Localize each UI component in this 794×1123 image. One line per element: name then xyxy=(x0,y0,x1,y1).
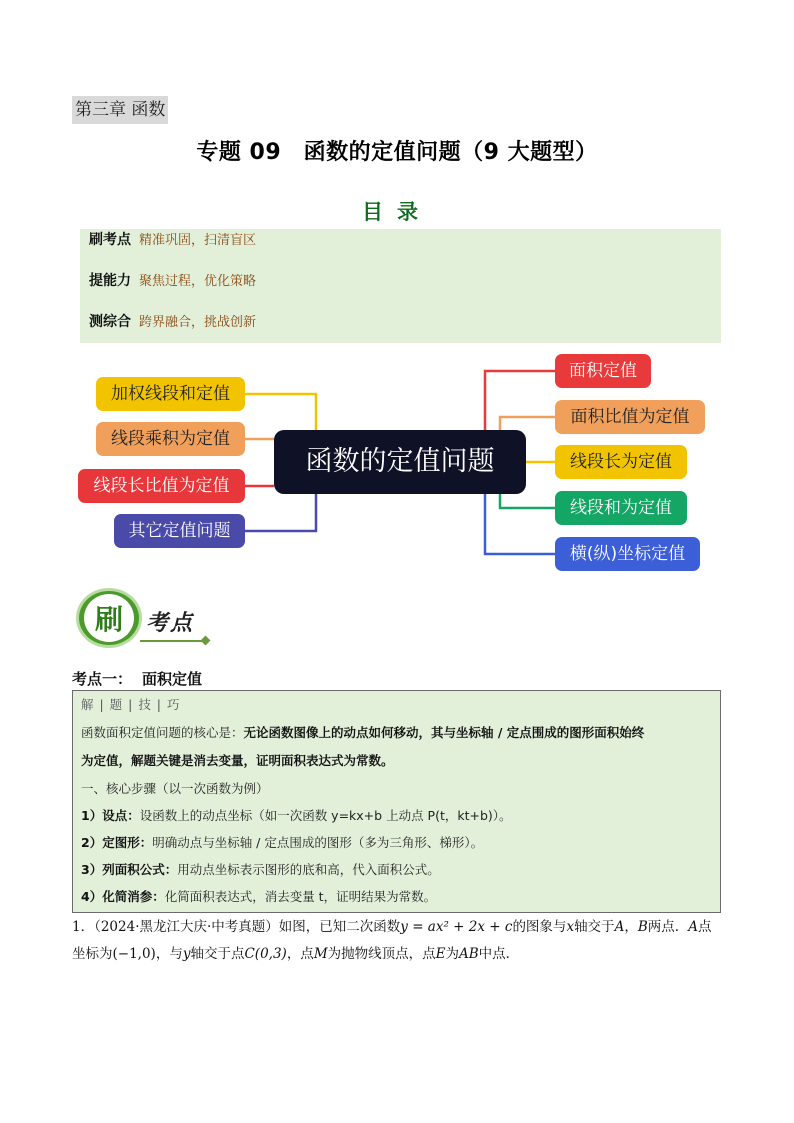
tips-step-text: 化简面积表达式，消去变量 t，证明结果为常数。 xyxy=(164,889,437,904)
tips-intro-c: 为定值，解题关键是消去变量，证明面积表达式为常数。 xyxy=(81,753,394,768)
kaodian-heading xyxy=(72,668,202,689)
connector-right-2 xyxy=(500,417,555,430)
tips-step xyxy=(81,861,440,879)
toc-item-desc: 精准巩固，扫清盲区 xyxy=(139,233,257,248)
mindmap-node-right: 线段和为定值 xyxy=(555,491,687,525)
connector-left-4 xyxy=(245,494,316,531)
toc-item-desc: 跨界融合，挑战创新 xyxy=(139,315,257,330)
problem-point-e: E xyxy=(435,946,446,962)
toc-item-label: 刷考点 xyxy=(89,232,131,248)
tips-step-title: 4）化简消参： xyxy=(81,889,165,904)
page-title: 专题 09 函数的定值问题（9 大题型） xyxy=(196,140,598,165)
problem-point-a2: A xyxy=(688,919,698,935)
badge-underline xyxy=(140,640,206,642)
mindmap-node-left: 加权线段和定值 xyxy=(96,377,245,411)
problem-text-2d: ，点 xyxy=(286,946,314,962)
mindmap-node-right: 线段长为定值 xyxy=(555,445,687,479)
kaodian-label: 考点一： xyxy=(72,670,133,688)
tips-step-title: 1）设点： xyxy=(81,808,140,823)
tips-intro-b: 无论函数图像上的动点如何移动，其与坐标轴 / 定点围成的图形面积始终 xyxy=(243,725,645,740)
mindmap-node-left: 线段长比值为定值 xyxy=(78,469,245,503)
badge-char: 刷 xyxy=(94,603,123,636)
problem-text-1a: 1．（2024·黑龙江大庆·中考真题）如图，已知二次函数 xyxy=(72,919,401,935)
kaodian-name: 面积定值 xyxy=(142,670,203,688)
tips-intro-2 xyxy=(81,752,394,770)
mindmap-node-right: 面积比值为定值 xyxy=(555,400,705,434)
problem-var-y: y xyxy=(182,946,191,962)
mindmap-node-right: 横(纵)坐标定值 xyxy=(555,537,700,571)
badge-diamond-icon xyxy=(201,636,211,646)
connector-left-1 xyxy=(245,394,316,430)
problem-segment-ab: AB xyxy=(459,946,479,962)
problem-text-2b: ，与 xyxy=(155,946,183,962)
problem-text-1e: 点坐 xyxy=(72,919,712,962)
problem-comma: ， xyxy=(624,919,638,935)
mindmap-node-right: 面积定值 xyxy=(555,354,651,388)
problem-text-2g: 中点． xyxy=(478,946,520,962)
tips-intro xyxy=(81,724,644,742)
problem-point-b: B xyxy=(637,919,648,935)
connector-right-5 xyxy=(485,494,555,554)
toc-item-desc: 聚焦过程，优化策略 xyxy=(139,274,257,289)
badge-text: 考点 xyxy=(146,610,195,636)
problem-point-m: M xyxy=(313,946,328,962)
tips-step xyxy=(81,834,483,852)
tips-step-text: 明确动点与坐标轴 / 定点围成的图形（多为三角形、梯形）。 xyxy=(152,835,484,850)
problem-var-x: x xyxy=(566,919,575,935)
problem-text-2c: 轴交于点 xyxy=(190,946,245,962)
problem-text-2e: 为抛物线顶点，点 xyxy=(327,946,436,962)
tips-box xyxy=(72,690,721,913)
problem-text-1d: 两点． xyxy=(647,919,689,935)
tips-step-title: 2）定图形： xyxy=(81,835,153,850)
tips-section: 一、核心步骤（以一次函数为例） xyxy=(81,781,269,796)
connector-right-1 xyxy=(485,371,555,430)
problem-text-1c: 轴交于 xyxy=(574,919,615,935)
problem-text xyxy=(72,914,722,968)
mindmap-node-left: 其它定值问题 xyxy=(114,514,245,548)
problem-text-2a: 标为 xyxy=(85,946,113,962)
toc-item-label: 测综合 xyxy=(89,314,131,330)
tips-step-text: 用动点坐标表示图形的底和高，代入面积公式。 xyxy=(177,862,440,877)
problem-function: y = ax² + 2x + c xyxy=(400,919,513,935)
mindmap-center: 函数的定值问题 xyxy=(274,430,526,494)
mindmap-node-left: 线段乘积为定值 xyxy=(96,422,245,456)
problem-point-c: C(0,3) xyxy=(244,946,287,962)
tips-step xyxy=(81,888,436,906)
problem-point-a: A xyxy=(614,919,625,935)
toc-item-label: 提能力 xyxy=(89,273,131,289)
problem-coord-a: (−1,0) xyxy=(112,946,156,962)
connector-right-4 xyxy=(500,494,555,508)
tips-step-text: 设函数上的动点坐标（如一次函数 y=kx+b 上动点 P(t，kt+b)）。 xyxy=(139,808,512,823)
tips-tag: 解 | 题 | 技 | 巧 xyxy=(81,697,181,712)
problem-text-1b: 的图象与 xyxy=(512,919,567,935)
tips-intro-a: 函数面积定值问题的核心是： xyxy=(81,725,244,740)
tips-step xyxy=(81,807,512,825)
toc-heading: 目录 xyxy=(362,200,432,224)
chapter-label: 第三章 函数 xyxy=(72,96,168,124)
problem-text-2f: 为 xyxy=(445,946,459,962)
tips-step-title: 3）列面积公式： xyxy=(81,862,178,877)
